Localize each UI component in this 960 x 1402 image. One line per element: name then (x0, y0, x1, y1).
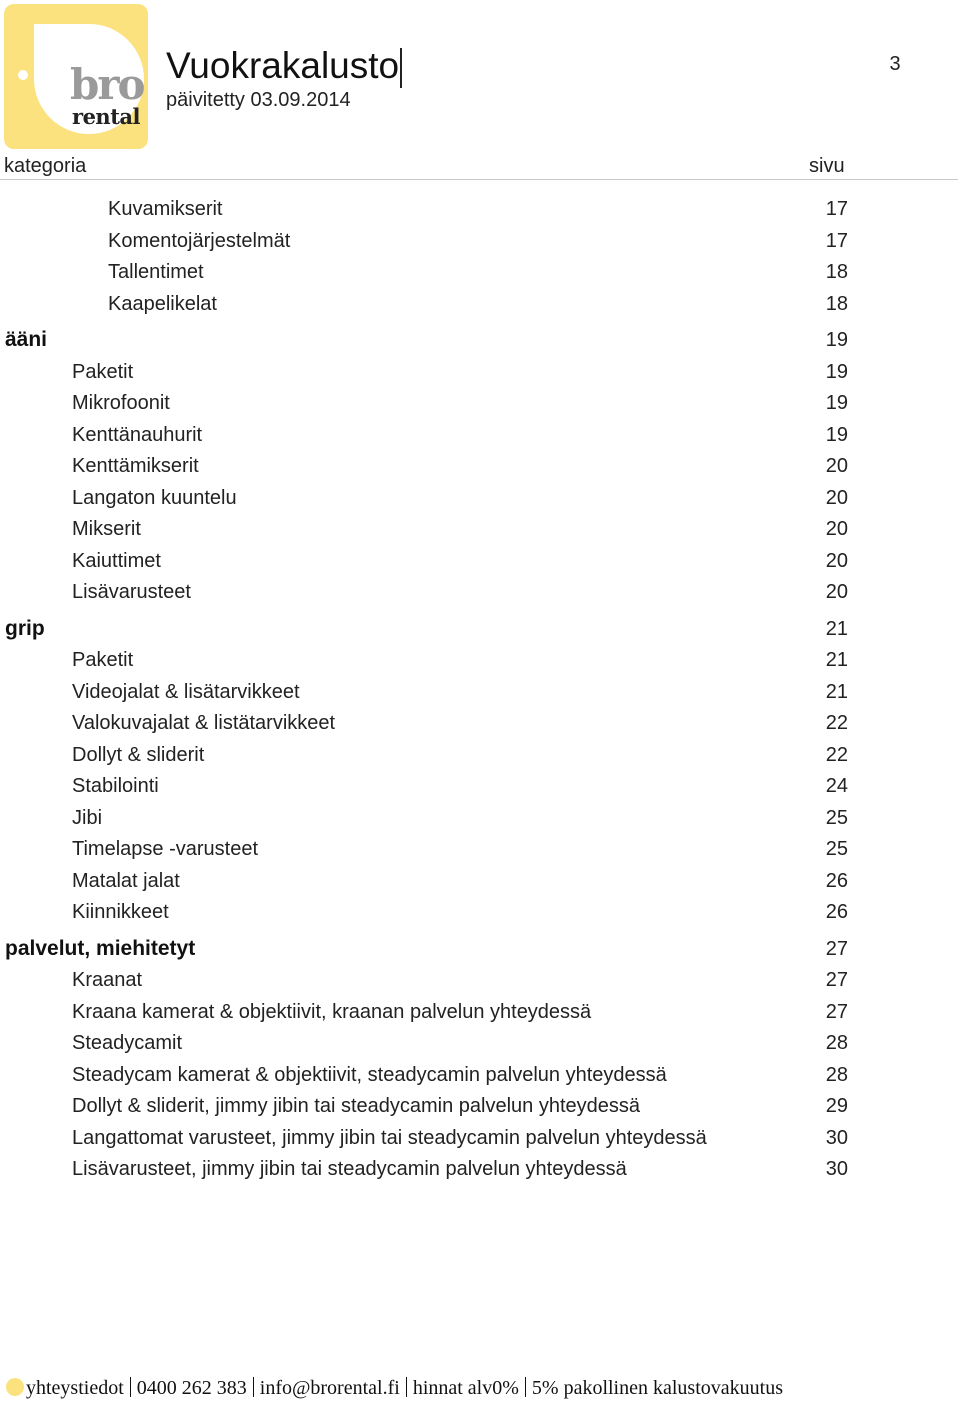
toc-item-label: Valokuvajalat & listätarvikkeet (72, 712, 336, 734)
toc-page-number: 28 (825, 1032, 848, 1054)
toc-item-label: Paketit (72, 649, 134, 671)
toc-page-number: 30 (825, 1158, 848, 1180)
toc-page-number: 26 (825, 869, 848, 892)
toc-page-number: 17 (825, 198, 848, 220)
logo-dot (18, 70, 28, 80)
toc-row (0, 866, 960, 896)
toc-item-label: Steadycamit (72, 1032, 183, 1054)
toc-item-label: Kenttämikserit (72, 455, 199, 477)
toc-row (0, 194, 960, 224)
footer-contact: yhteystiedot (26, 1377, 124, 1399)
toc-item-label: Kaapelikelat (108, 292, 217, 315)
toc-category-row (0, 325, 960, 355)
toc-row (0, 546, 960, 576)
toc-row (0, 514, 960, 544)
footer-separator (525, 1377, 526, 1397)
toc-row (0, 226, 960, 256)
toc-row (0, 1028, 960, 1058)
toc-item-label: Kiinnikkeet (72, 901, 169, 923)
toc-row (0, 483, 960, 513)
toc-item-label: Kaiuttimet (72, 549, 161, 572)
toc-page-number: 21 (825, 680, 848, 703)
toc-page-number: 19 (825, 360, 848, 383)
toc-page-number: 17 (825, 229, 848, 252)
toc-item-label: Langaton kuuntelu (72, 486, 237, 509)
toc-category-row (0, 614, 960, 644)
toc-item-label: Kenttänauhurit (72, 423, 203, 446)
toc-row (0, 771, 960, 801)
toc-item-label: Langattomat varusteet, jimmy jibin tai steadycamin palvelun yhteydessä (72, 1126, 707, 1149)
toc-page-number: 30 (825, 1126, 848, 1149)
toc-row (0, 897, 960, 927)
page-title: Vuokrakalusto (166, 45, 400, 86)
toc-row (0, 965, 960, 995)
toc-page-number: 19 (825, 329, 848, 351)
logo-text-rental: rental (72, 104, 140, 129)
toc-page-number: 20 (825, 549, 848, 572)
page-column-header: sivu (809, 155, 845, 177)
toc-row (0, 834, 960, 864)
toc-row (0, 1154, 960, 1184)
toc-item-label: Matalat jalat (72, 869, 180, 892)
toc-page-number: 25 (825, 806, 848, 829)
toc-page-number: 27 (825, 937, 848, 960)
toc-category-label: ääni (5, 328, 48, 351)
toc-page-number: 18 (825, 261, 848, 283)
toc-category-label: grip (5, 616, 45, 640)
toc-item-label: Mikrofoonit (72, 392, 170, 414)
page-number: 3 (889, 53, 901, 75)
toc-item-label: Dollyt & sliderit, jimmy jibin tai steadycamin palvelun yhteydessä (72, 1095, 641, 1117)
toc-page-number: 22 (825, 743, 848, 766)
toc-row (0, 740, 960, 770)
toc-item-label: Timelapse -varusteet (72, 838, 258, 860)
footer (6, 1376, 783, 1400)
toc-item-label: Steadycam kamerat & objektiivit, steadycamin palvelun yhteydessä (72, 1063, 667, 1086)
toc-page-number: 26 (825, 901, 848, 923)
logo-text-bro: bro (70, 60, 144, 109)
toc-item-label: Dollyt & sliderit (72, 743, 205, 766)
category-column-header: kategoria (4, 155, 87, 177)
toc-row (0, 708, 960, 738)
toc-row (0, 577, 960, 607)
toc-page-number: 20 (825, 518, 848, 540)
toc-page-number: 20 (825, 455, 848, 477)
footer-separator (253, 1377, 254, 1397)
toc-item-label: Paketit (72, 360, 134, 383)
toc-item-label: Jibi (72, 806, 103, 829)
toc-item-label: Kraanat (72, 969, 143, 991)
brorental-logo (4, 4, 148, 149)
toc-page-number: 29 (825, 1095, 848, 1117)
toc-page-number: 19 (825, 423, 848, 446)
toc-row (0, 420, 960, 450)
toc-page-number: 27 (825, 969, 848, 991)
toc-page-number: 22 (825, 712, 848, 734)
footer-bullet-icon (6, 1378, 24, 1396)
toc-row (0, 289, 960, 319)
footer-insurance: 5% pakollinen kalustovakuutus (531, 1377, 783, 1399)
toc-page-number: 18 (825, 292, 848, 315)
toc-category-label: palvelut, miehitetyt (5, 936, 196, 960)
toc-row (0, 1123, 960, 1153)
toc-page-number: 19 (825, 392, 848, 414)
toc-row (0, 997, 960, 1027)
toc-item-label: Stabilointi (72, 775, 159, 797)
toc-page-number: 20 (825, 581, 848, 603)
toc-page-number: 21 (825, 617, 848, 640)
toc-item-label: Tallentimet (108, 261, 204, 283)
toc-row (0, 257, 960, 287)
toc-row (0, 357, 960, 387)
footer-phone: 0400 262 383 (136, 1377, 247, 1399)
header-rule (0, 179, 958, 180)
footer-email[interactable]: info@brorental.fi (259, 1377, 400, 1399)
toc-item-label: Lisävarusteet (72, 581, 191, 603)
toc-item-label: Mikserit (72, 518, 141, 540)
toc-row (0, 388, 960, 418)
toc-row (0, 645, 960, 675)
toc-row (0, 1060, 960, 1090)
footer-prices: hinnat alv0% (412, 1377, 519, 1399)
toc-page-number: 27 (825, 1000, 848, 1023)
toc-row (0, 803, 960, 833)
toc-row (0, 677, 960, 707)
toc-page-number: 25 (825, 838, 848, 860)
toc-item-label: Komentojärjestelmät (108, 229, 291, 252)
toc-item-label: Lisävarusteet, jimmy jibin tai steadycamin palvelun yhteydessä (72, 1158, 627, 1180)
updated-date: päivitetty 03.09.2014 (166, 89, 351, 111)
footer-separator (406, 1377, 407, 1397)
toc-page-number: 21 (825, 649, 848, 671)
toc-category-row (0, 934, 960, 964)
footer-separator (130, 1377, 131, 1397)
toc-item-label: Videojalat & lisätarvikkeet (72, 680, 300, 703)
toc-item-label: Kuvamikserit (108, 198, 223, 220)
title-divider (400, 48, 402, 88)
toc-page-number: 24 (825, 775, 848, 797)
toc-page-number: 28 (825, 1063, 848, 1086)
toc-item-label: Kraana kamerat & objektiivit, kraanan palvelun yhteydessä (72, 1000, 592, 1023)
toc-row (0, 1091, 960, 1121)
toc-page-number: 20 (825, 486, 848, 509)
toc-row (0, 451, 960, 481)
